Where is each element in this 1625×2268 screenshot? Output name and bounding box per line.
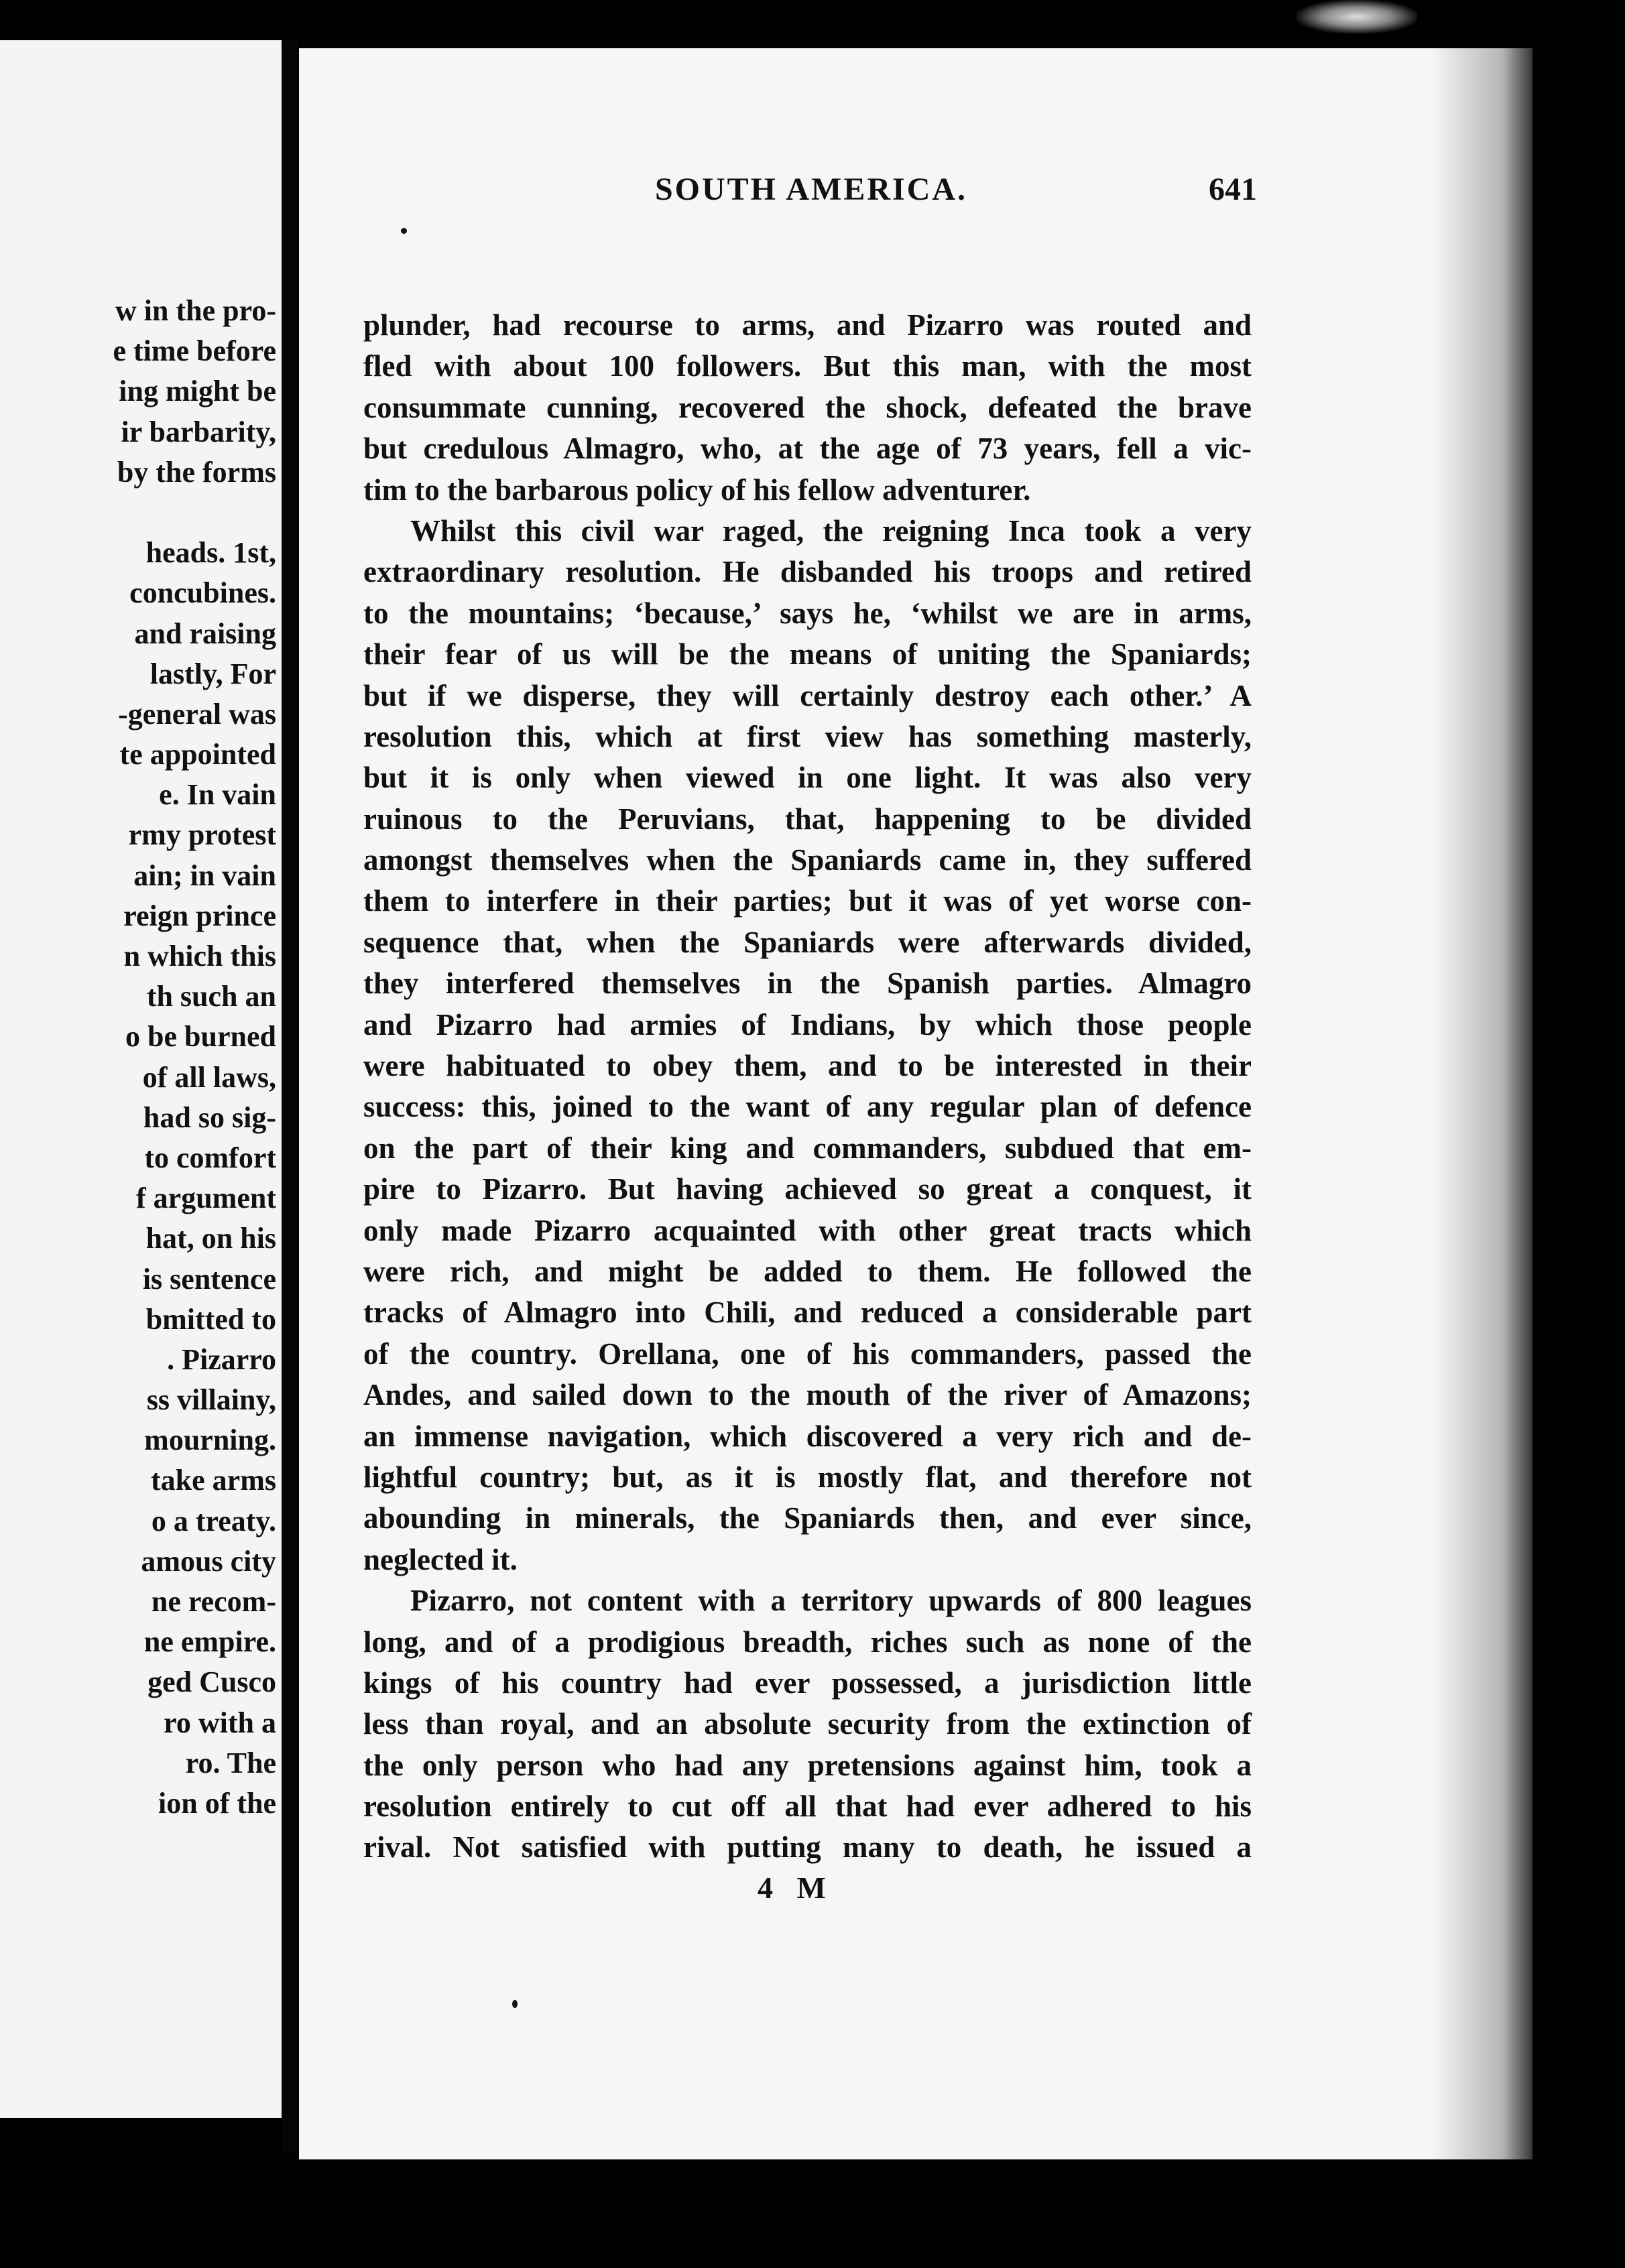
previous-page-line: o a treaty. bbox=[151, 1504, 276, 1537]
previous-page-line: ro with a bbox=[164, 1706, 276, 1739]
previous-page-line: w in the pro- bbox=[115, 294, 276, 327]
previous-page-line: bmitted to bbox=[145, 1302, 276, 1336]
text-line: they interfered themselves in the Spanish parties. Almagro bbox=[363, 966, 1252, 1001]
previous-page-line: f argument bbox=[136, 1182, 276, 1215]
previous-page-line: th such an bbox=[146, 980, 276, 1013]
text-line: Whilst this civil war raged, the reigning Inca took a very bbox=[410, 513, 1252, 548]
text-line: them to interfere in their parties; but it was of yet worse con- bbox=[363, 884, 1252, 918]
text-line: and Pizarro had armies of Indians, by which those people bbox=[363, 1007, 1252, 1042]
page-body-text bbox=[363, 305, 1252, 1869]
previous-page-line bbox=[0, 493, 276, 533]
text-line: resolution this, which at first view has something masterly, bbox=[363, 719, 1252, 753]
previous-page-line: is sentence bbox=[142, 1262, 276, 1296]
scan-corner-mark bbox=[1297, 0, 1417, 34]
previous-page-line: ss villainy, bbox=[146, 1383, 276, 1417]
previous-page-line: to comfort bbox=[144, 1141, 276, 1174]
text-line: of the country. Orellana, one of his commanders, passed the bbox=[363, 1336, 1252, 1371]
previous-page-line: ir barbarity, bbox=[121, 415, 276, 448]
previous-page-fragment bbox=[0, 40, 282, 2118]
previous-page-line: lastly, For bbox=[149, 657, 276, 690]
page-number: 641 bbox=[1209, 172, 1257, 207]
text-line: kings of his country had ever possessed, a jurisdiction little bbox=[363, 1665, 1252, 1700]
text-line: tim to the barbarous policy of his fellow adventurer. bbox=[363, 472, 1031, 507]
previous-page-line: by the forms bbox=[117, 455, 276, 489]
previous-page-line: e. In vain bbox=[159, 778, 276, 812]
text-line: neglected it. bbox=[363, 1542, 518, 1576]
text-line: ruinous to the Peruvians, that, happening to be divided bbox=[363, 802, 1252, 836]
previous-page-line: ion of the bbox=[158, 1786, 276, 1820]
text-line: fled with about 100 followers. But this man, with the most bbox=[363, 349, 1252, 383]
text-line: an immense navigation, which discovered a very rich and de- bbox=[363, 1419, 1252, 1453]
previous-page-line: concubines. bbox=[129, 576, 276, 610]
text-line: were habituated to obey them, and to be interested in their bbox=[363, 1049, 1252, 1083]
previous-page-line: ain; in vain bbox=[133, 859, 276, 892]
ink-speck bbox=[512, 2000, 518, 2008]
previous-page-line: ro. The bbox=[185, 1746, 276, 1779]
text-line: lightful country; but, as it is mostly flat, and therefore not bbox=[363, 1460, 1252, 1494]
text-line: resolution entirely to cut off all that had ever adhered to his bbox=[363, 1789, 1252, 1824]
text-line: but credulous Almagro, who, at the age of 73 years, fell a vic- bbox=[363, 432, 1252, 466]
text-line: pire to Pizarro. But having achieved so great a conquest, it bbox=[363, 1172, 1252, 1206]
running-head-title: SOUTH AMERICA. bbox=[654, 172, 968, 207]
text-line: extraordinary resolution. He disbanded his troops and retired bbox=[363, 555, 1252, 589]
text-line: on the part of their king and commanders, subdued that em- bbox=[363, 1131, 1252, 1165]
text-line: Pizarro, not content with a territory upwards of 800 leagues bbox=[410, 1584, 1252, 1618]
text-line: amongst themselves when the Spaniards came in, they suffered bbox=[363, 843, 1252, 877]
running-header bbox=[365, 171, 1257, 238]
previous-page-line: had so sig- bbox=[143, 1100, 276, 1134]
text-line: were rich, and might be added to them. He followed the bbox=[363, 1254, 1252, 1288]
previous-page-line: take arms bbox=[151, 1464, 276, 1497]
text-line: long, and of a prodigious breadth, riches such as none of the bbox=[363, 1625, 1252, 1659]
book-gutter bbox=[282, 40, 299, 2151]
previous-page-line: ne recom- bbox=[151, 1585, 276, 1618]
text-line: the only person who had any pretensions against him, took a bbox=[363, 1748, 1252, 1782]
text-line: success: this, joined to the want of any regular plan of defence bbox=[363, 1090, 1252, 1124]
previous-page-line: . Pizarro bbox=[167, 1342, 276, 1376]
text-line: but if we disperse, they will certainly destroy each other.’ A bbox=[363, 678, 1252, 712]
text-line: only made Pizarro acquainted with other great tracts which bbox=[363, 1213, 1252, 1247]
text-line: consummate cunning, recovered the shock, defeated the brave bbox=[363, 390, 1252, 424]
previous-page-line: amous city bbox=[141, 1544, 276, 1578]
text-line: but it is only when viewed in one light. It was also very bbox=[363, 761, 1252, 795]
text-line: Andes, and sailed down to the mouth of the river of Amazons; bbox=[363, 1378, 1252, 1412]
previous-page-line: ged Cusco bbox=[147, 1665, 276, 1699]
text-line: abounding in minerals, the Spaniards then, and ever since, bbox=[363, 1501, 1252, 1535]
previous-page-line: o be burned bbox=[125, 1020, 276, 1054]
previous-page-line: ne empire. bbox=[143, 1625, 276, 1659]
previous-page-line: and raising bbox=[134, 617, 276, 650]
previous-page-text bbox=[0, 291, 276, 1824]
page-edge-shadow bbox=[1432, 48, 1532, 2159]
text-line: their fear of us will be the means of uniting the Spaniards; bbox=[363, 637, 1252, 672]
text-line: tracks of Almagro into Chili, and reduced a considerable part bbox=[363, 1296, 1252, 1330]
previous-page-line: mourning. bbox=[144, 1424, 276, 1457]
text-line: rival. Not satisfied with putting many to death, he issued a bbox=[363, 1830, 1252, 1865]
previous-page-line: reign prince bbox=[123, 899, 276, 932]
text-line: sequence that, when the Spaniards were afterwards divided, bbox=[363, 925, 1252, 959]
previous-page-line: hat, on his bbox=[145, 1222, 276, 1255]
previous-page-line: n which this bbox=[123, 940, 276, 972]
previous-page-line: ing might be bbox=[119, 375, 276, 408]
text-line: plunder, had recourse to arms, and Pizarro was routed and bbox=[363, 308, 1252, 342]
printer-signature-mark: 4 M bbox=[758, 1871, 834, 1905]
previous-page-line: of all laws, bbox=[142, 1060, 276, 1094]
previous-page-line: heads. 1st, bbox=[145, 536, 276, 570]
text-line: to the mountains; ‘because,’ says he, ‘whilst we are in arms, bbox=[363, 596, 1252, 630]
previous-page-line: e time before bbox=[113, 334, 276, 368]
text-line: less than royal, and an absolute security from the extinction of bbox=[363, 1707, 1252, 1741]
previous-page-line: -general was bbox=[118, 697, 276, 731]
previous-page-line: te appointed bbox=[119, 738, 276, 771]
previous-page-line: rmy protest bbox=[128, 818, 276, 852]
